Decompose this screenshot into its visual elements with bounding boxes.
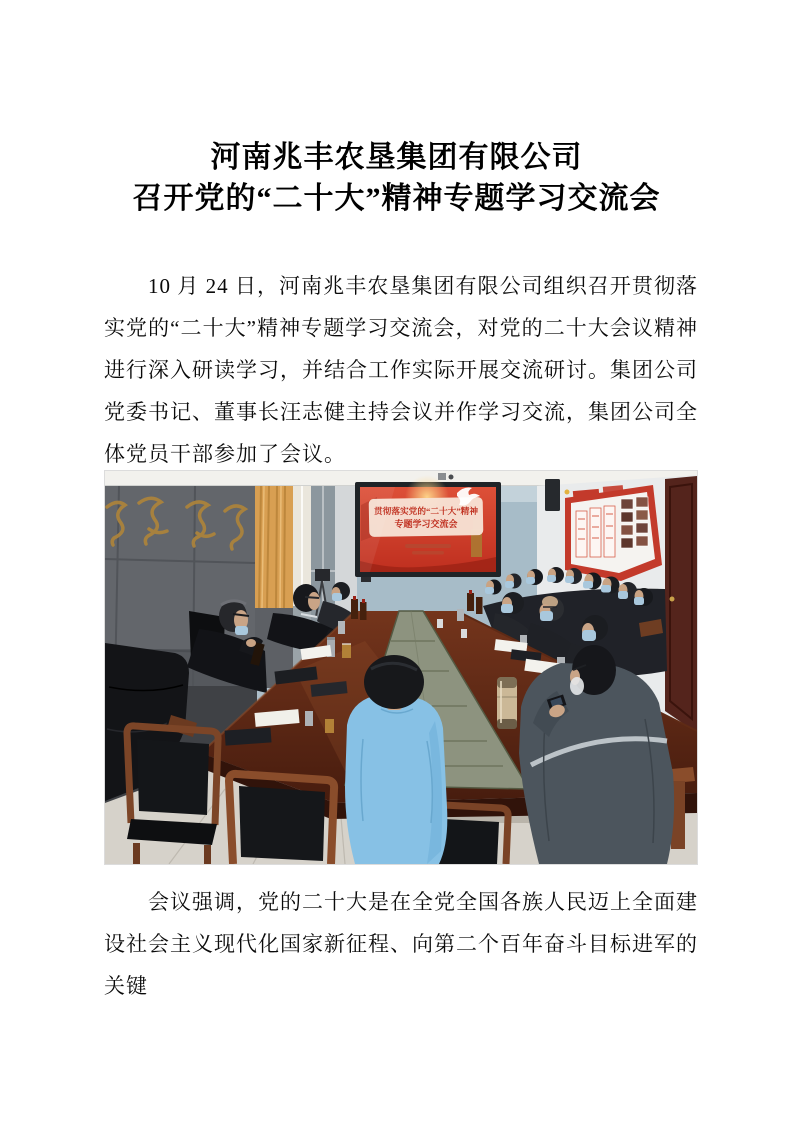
page-title	[0, 137, 793, 219]
slide-subtext-line	[405, 544, 451, 548]
door-handle	[670, 597, 675, 602]
door	[665, 476, 697, 733]
slide-title-line-2: 专题学习交流会	[394, 519, 458, 529]
meeting-photo	[104, 470, 698, 865]
title-line-1: 河南兆丰农垦集团有限公司	[210, 141, 583, 174]
wall-speaker	[545, 479, 560, 511]
party-poster-board	[565, 485, 663, 581]
tan-thermos	[497, 677, 517, 729]
slide-title-line-1: 贯彻落实党的“二十大”精神	[374, 506, 479, 516]
slide-subtext-line	[412, 551, 444, 555]
meeting-photo-illustration	[105, 471, 697, 864]
body-paragraph-2: 会议强调，党的二十大是在全党全国各族人民迈上全面建设社会主义现代化国家新征程、向第二个百年奋斗目标进军的关键	[104, 890, 698, 998]
projection-screen	[355, 475, 501, 577]
title-line-2: 召开党的“二十大”精神专题学习交流会	[132, 182, 661, 215]
star-icon	[565, 490, 570, 495]
body-paragraph-1: 10 月 24 日，河南兆丰农垦集团有限公司组织召开贯彻落实党的“二十大”精神专题学习交流会，对党的二十大会议精神进行深入研读学习，并结合工作实际开展交流研讨。集团公司党委书记、董事长汪志健主持会议并作学习交流，集团公司全体党员干部参加了会议。	[104, 274, 698, 466]
